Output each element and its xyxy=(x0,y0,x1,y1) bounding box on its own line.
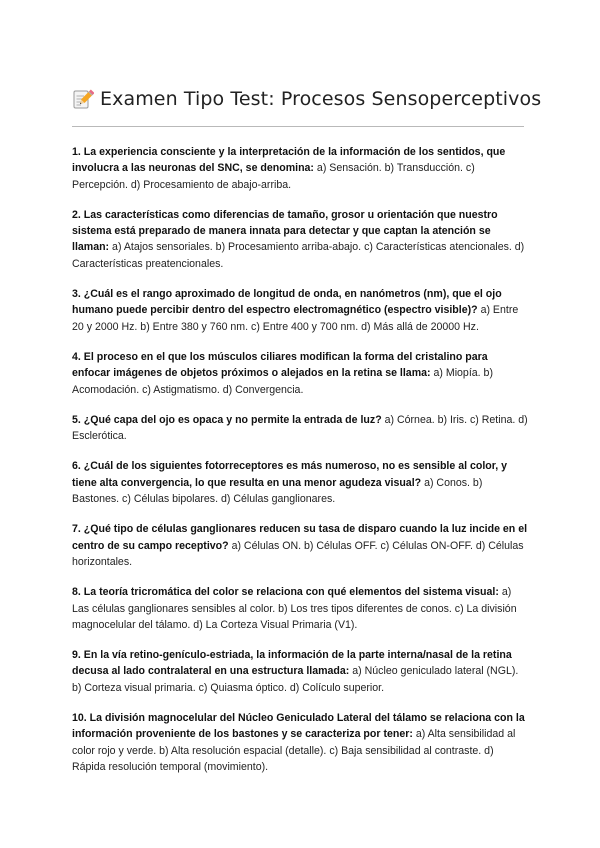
question-options: a) Sensación. b) Transducción. c) Percepción. d) Procesamiento de abajo-arriba. xyxy=(72,162,475,191)
question-stem: 4. El proceso en el que los músculos ciliares modifican la forma del cristalino para enfocar imágenes de objetos próximos o alejados en la retina se llama: xyxy=(72,350,488,380)
question-item xyxy=(72,412,528,445)
question-item xyxy=(72,144,528,193)
title-row xyxy=(72,88,542,110)
question-options: a) Atajos sensoriales. b) Procesamiento arriba-abajo. c) Características atencionales. d) Características preatencionales. xyxy=(72,241,525,270)
question-item xyxy=(72,349,528,398)
question-options: a) Córnea. b) Iris. c) Retina. d) Esclerótica. xyxy=(72,413,528,443)
question-list xyxy=(72,144,528,789)
question-options: a) Alta sensibilidad al color rojo y verde. b) Alta resolución espacial (detalle). c) Baja sensibilidad al contraste. d) Rápida resolución temporal (movimiento). xyxy=(72,728,516,773)
question-stem: 7. ¿Qué tipo de células ganglionares reducen su tasa de disparo cuando la luz incide en el centro de su campo receptivo? xyxy=(72,523,528,552)
question-item xyxy=(72,458,528,507)
question-stem: 3. ¿Cuál es el rango aproximado de longitud de onda, en nanómetros (nm), que el ojo humano puede percibir dentro del espectro electromagnético (espectro visible)? xyxy=(72,288,502,317)
title-divider xyxy=(72,126,524,127)
question-stem: 10. La división magnocelular del Núcleo Geniculado Lateral del tálamo se relaciona con la información proveniente de los bastones y se caracteriza por tener: xyxy=(72,712,525,741)
question-options: a) Entre 20 y 2000 Hz. b) Entre 380 y 760 nm. c) Entre 400 y 700 nm. d) Más allá de 20000 Hz. xyxy=(72,304,519,333)
question-item xyxy=(72,647,528,696)
question-stem: 6. ¿Cuál de los siguientes fotorreceptores es más numeroso, no es sensible al color, y tiene alta convergencia, lo que resulta en una menor agudeza visual? xyxy=(72,460,508,489)
question-item xyxy=(72,710,528,775)
question-item xyxy=(72,207,528,272)
question-options: a) Miopía. b) Acomodación. c) Astigmatismo. d) Convergencia. xyxy=(72,367,493,396)
question-item xyxy=(72,584,528,633)
question-options: a) Conos. b) Bastones. c) Células bipolares. d) Células ganglionares. xyxy=(72,476,483,506)
question-stem: 8. La teoría tricromática del color se relaciona con qué elementos del sistema visual: xyxy=(72,586,499,599)
page-title: Examen Tipo Test: Procesos Sensoperceptivos xyxy=(100,88,542,110)
memo-pencil-icon xyxy=(72,88,94,110)
question-stem: 5. ¿Qué capa del ojo es opaca y no permite la entrada de luz? xyxy=(72,413,382,426)
question-item xyxy=(72,286,528,335)
question-item xyxy=(72,521,528,570)
question-options: a) Núcleo geniculado lateral (NGL). b) Corteza visual primaria. c) Quiasma óptico. d) Colículo superior. xyxy=(72,665,519,694)
question-options: a) Células ON. b) Células OFF. c) Células ON-OFF. d) Células horizontales. xyxy=(72,539,524,568)
question-stem: 1. La experiencia consciente y la interpretación de la información de los sentidos, que involucra a las neuronas del SNC, se denomina: xyxy=(72,146,506,175)
question-stem: 9. En la vía retino-genículo-estriada, la información de la parte interna/nasal de la retina decusa al lado contralateral en una estructura llamada: xyxy=(72,649,512,678)
question-stem: 2. Las características como diferencias de tamaño, grosor u orientación que nuestro sistema está preparado de manera innata para detectar y que captan la atención se llaman: xyxy=(72,208,498,254)
question-options: a) Las células ganglionares sensibles al color. b) Los tres tipos diferentes de conos. c) La división magnocelular del tálamo. d) La Corteza Visual Primaria (V1). xyxy=(72,586,517,631)
